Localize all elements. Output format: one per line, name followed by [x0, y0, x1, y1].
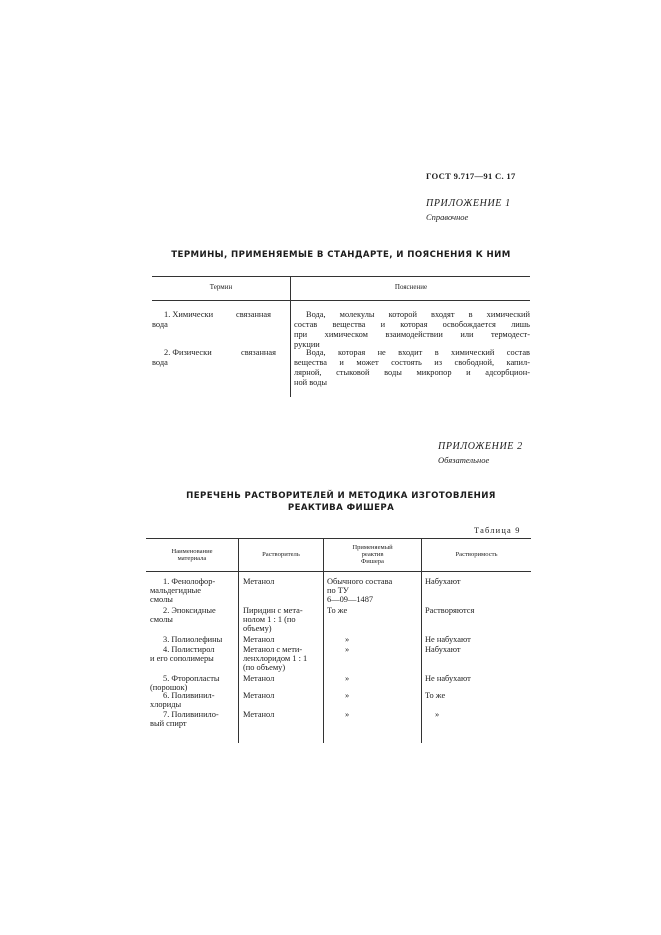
table-cell-r	[327, 636, 419, 645]
cell-line: »	[345, 691, 350, 700]
appendix2-subtitle: Обязательное	[438, 455, 490, 465]
term-text: связанная	[236, 310, 271, 319]
cell-line: и его сополимеры	[150, 653, 214, 663]
cell-line: (порошок)	[150, 682, 188, 692]
explanation-line: при химическом взаимодействии или термодест-	[294, 330, 530, 339]
column-header-material	[146, 548, 238, 562]
cell-line: Набухают	[425, 577, 461, 586]
explanation-line: вещества и может состоять из свободной, капил-	[294, 358, 530, 367]
cell-line: 3. Полиолефины	[163, 635, 223, 644]
table-rule	[146, 571, 531, 572]
table-cell-m	[150, 607, 236, 625]
explanation-line: ной воды	[294, 378, 327, 387]
cell-line: Обычного состава	[327, 577, 393, 586]
cell-line: »	[435, 710, 440, 719]
cell-line: Метанол	[243, 635, 275, 644]
cell-line: 7. Поливинило-	[163, 710, 219, 719]
table-rule	[152, 276, 530, 277]
table-cell-m	[150, 578, 236, 604]
table-label: Таблица 9	[474, 526, 521, 535]
cell-line: мальдегидные	[150, 585, 202, 595]
cell-line: Метанол	[243, 710, 275, 719]
cell-line: смолы	[150, 614, 173, 624]
table-cell-v	[425, 636, 529, 645]
table-cell-r	[327, 711, 419, 720]
table-rule	[146, 538, 531, 539]
table-cell-m	[150, 692, 236, 710]
term-text: вода	[152, 320, 168, 329]
header-line: реактив	[361, 551, 384, 558]
column-divider	[323, 538, 324, 743]
cell-line: »	[345, 635, 350, 644]
cell-line: 1. Фенолофор-	[163, 577, 216, 586]
explanation-line: Вода, молекулы которой входят в химический	[306, 310, 530, 319]
table-cell-r	[327, 607, 419, 616]
cell-line: (по объему)	[243, 662, 286, 672]
table-cell-r	[327, 646, 419, 655]
document-code: ГОСТ 9.717—91 С. 17	[426, 171, 516, 181]
cell-line: Метанол	[243, 691, 275, 700]
table-cell-s	[243, 578, 322, 587]
column-header-solubility: Растворимость	[455, 551, 498, 558]
cell-line: То же	[327, 606, 348, 615]
header-line: Применяемый	[352, 544, 393, 551]
explanation-line: состав вещества и которая освобождается лишь	[294, 320, 530, 329]
table-cell-s	[243, 711, 322, 720]
table-cell-m	[150, 711, 236, 729]
table-cell-r	[327, 675, 419, 684]
table-cell-v	[425, 675, 529, 684]
table-cell-v	[425, 711, 529, 720]
table-cell-r	[327, 692, 419, 701]
column-divider	[421, 538, 422, 743]
cell-line: смолы	[150, 594, 173, 604]
cell-line: вый спирт	[150, 718, 187, 728]
cell-line: 4. Полистирол	[163, 645, 215, 654]
appendix1-heading: ТЕРМИНЫ, ПРИМЕНЯЕМЫЕ В СТАНДАРТЕ, И ПОЯСНЕНИЯ К НИМ	[171, 250, 511, 260]
term-text: вода	[152, 358, 168, 367]
cell-line: 2. Эпоксидные	[163, 606, 216, 615]
table-rule	[152, 300, 530, 301]
column-header-explanation: Пояснение	[394, 283, 428, 291]
table-cell-s	[243, 646, 322, 672]
table-cell-r	[327, 578, 419, 604]
column-header-reagent	[324, 544, 421, 565]
table-cell-v	[425, 607, 529, 616]
term-text: связанная	[241, 348, 276, 357]
cell-line: 6—09—1487	[327, 594, 374, 604]
table-cell-m	[150, 636, 236, 645]
cell-line: Растворяются	[425, 606, 475, 615]
cell-line: хлориды	[150, 699, 182, 709]
cell-line: »	[345, 710, 350, 719]
table-cell-v	[425, 578, 529, 587]
header-line: Фишера	[361, 558, 384, 565]
cell-line: нолом 1 : 1 (по	[243, 614, 296, 624]
cell-line: То же	[425, 691, 446, 700]
header-line: материала	[177, 555, 207, 562]
cell-line: 6. Поливинил-	[163, 691, 215, 700]
column-divider	[290, 300, 291, 397]
appendix2-heading-line1: ПЕРЕЧЕНЬ РАСТВОРИТЕЛЕЙ И МЕТОДИКА ИЗГОТОВЛЕНИЯ	[186, 491, 496, 501]
column-divider	[238, 538, 239, 743]
explanation-line: Вода, которая не входит в химический состав	[306, 348, 530, 357]
cell-line: по ТУ	[327, 585, 349, 595]
explanation-line: лярной, стыковой воды микропор и адсорбцион-	[294, 368, 530, 377]
cell-line: Метанол	[243, 674, 275, 683]
cell-line: Пиридин с мета-	[243, 606, 303, 615]
appendix1-title: ПРИЛОЖЕНИЕ 1	[426, 198, 511, 209]
column-header-term: Термин	[209, 283, 233, 291]
table-cell-m	[150, 646, 236, 664]
term-text: 1. Химически	[164, 310, 214, 319]
cell-line: ленхлоридом 1 : 1	[243, 653, 308, 663]
cell-line: »	[345, 674, 350, 683]
appendix2-title: ПРИЛОЖЕНИЕ 2	[438, 441, 523, 452]
table-cell-s	[243, 692, 322, 701]
cell-line: Набухают	[425, 645, 461, 654]
cell-line: объему)	[243, 623, 272, 633]
column-divider	[290, 276, 291, 300]
header-line: Наименование	[171, 548, 213, 555]
cell-line: Метанол с мети-	[243, 645, 303, 654]
cell-line: »	[345, 645, 350, 654]
table-cell-s	[243, 607, 322, 633]
column-header-solvent: Растворитель	[262, 551, 300, 558]
appendix2-heading-line2: РЕАКТИВА ФИШЕРА	[287, 503, 395, 513]
term-text: 2. Физически	[164, 348, 212, 357]
appendix1-subtitle: Справочное	[426, 212, 469, 222]
cell-line: 5. Фторопласты	[163, 674, 220, 683]
table-cell-s	[243, 636, 322, 645]
cell-line: Не набухают	[425, 674, 471, 683]
table-cell-v	[425, 646, 529, 655]
cell-line: Не набухают	[425, 635, 471, 644]
cell-line: Метанол	[243, 577, 275, 586]
explanation-line: рукции	[294, 340, 320, 349]
table-cell-m	[150, 675, 236, 693]
table-cell-s	[243, 675, 322, 684]
table-cell-v	[425, 692, 529, 701]
